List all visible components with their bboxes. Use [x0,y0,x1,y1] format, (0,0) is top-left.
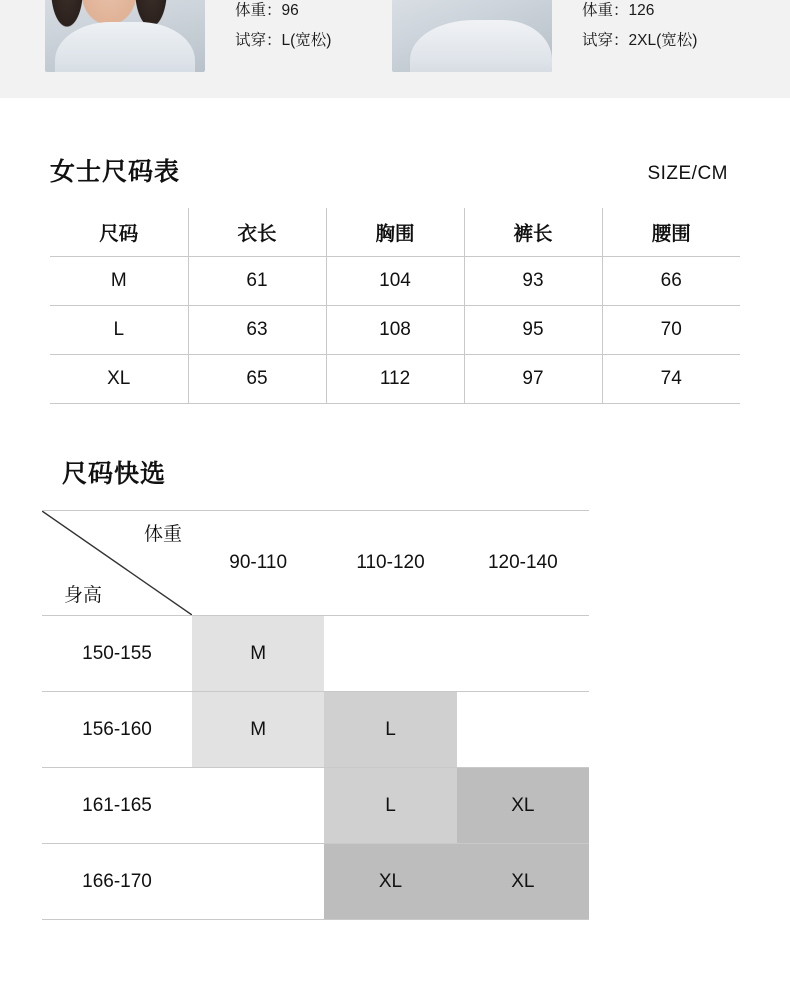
weight-range-header-1: 110-120 [324,511,456,616]
size-cell: 95 [464,306,602,355]
quick-size-cell: L [324,692,456,768]
table-row [50,257,740,306]
table-header-row [50,208,740,257]
weight-range-header-2: 120-140 [457,511,589,616]
size-cell: 66 [602,257,740,306]
size-cell: L [50,306,188,355]
size-cell: 104 [326,257,464,306]
table-row [42,768,589,844]
axis-height-label: 身高 [64,585,103,606]
model-weight-right: 体重：126 [582,2,655,19]
quick-size-cell [192,768,324,844]
size-cell: 112 [326,355,464,404]
size-col-header-4: 腰围 [602,208,740,257]
size-table [50,208,740,404]
size-col-header-1: 衣长 [188,208,326,257]
height-range-label-3: 166-170 [42,844,192,920]
size-cell: M [50,257,188,306]
size-cell: 70 [602,306,740,355]
quick-size-cell [192,844,324,920]
size-col-header-0: 尺码 [50,208,188,257]
model-fit-right: 试穿：2XL(宽松) [582,32,698,49]
quick-size-cell: M [192,616,324,692]
model-photo-left [45,0,205,72]
size-panel [0,98,790,1000]
quick-size-cell [457,692,589,768]
height-range-label-1: 156-160 [42,692,192,768]
size-col-header-2: 胸围 [326,208,464,257]
model-card-left [45,0,331,72]
quick-size-table [42,510,589,920]
size-cell: 108 [326,306,464,355]
quick-size-cell: XL [457,768,589,844]
model-info-right [582,0,697,56]
model-info-left [235,0,331,56]
weight-range-header-0: 90-110 [192,511,324,616]
table-row [50,306,740,355]
quick-size-cell: XL [457,844,589,920]
size-col-header-3: 裤长 [464,208,602,257]
quick-size-cell: XL [324,844,456,920]
quick-size-cell: M [192,692,324,768]
model-strip [0,0,790,98]
size-cell: 61 [188,257,326,306]
size-cell: 74 [602,355,740,404]
table-row [42,844,589,920]
quick-size-cell: L [324,768,456,844]
quick-size-cell [457,616,589,692]
table-row [42,692,589,768]
size-cell: 97 [464,355,602,404]
quick-size-header [0,404,790,490]
size-cell: 93 [464,257,602,306]
size-table-header [0,98,790,188]
quick-header-row [42,511,589,616]
height-range-label-2: 161-165 [42,768,192,844]
height-range-label-0: 150-155 [42,616,192,692]
axis-weight-label: 体重 [143,524,182,545]
quick-size-cell [324,616,456,692]
size-unit-label: SIZE/CM [647,163,728,184]
model-photo-right [392,0,552,72]
table-row [50,355,740,404]
size-cell: 65 [188,355,326,404]
axis-diagonal-cell [42,511,192,616]
quick-size-title: 尺码快选 [62,460,167,488]
size-table-title: 女士尺码表 [50,158,181,186]
model-weight-left: 体重：96 [235,2,299,19]
size-cell: 63 [188,306,326,355]
table-row [42,616,589,692]
model-fit-left: 试穿：L(宽松) [235,32,332,49]
size-cell: XL [50,355,188,404]
model-card-right [392,0,697,72]
